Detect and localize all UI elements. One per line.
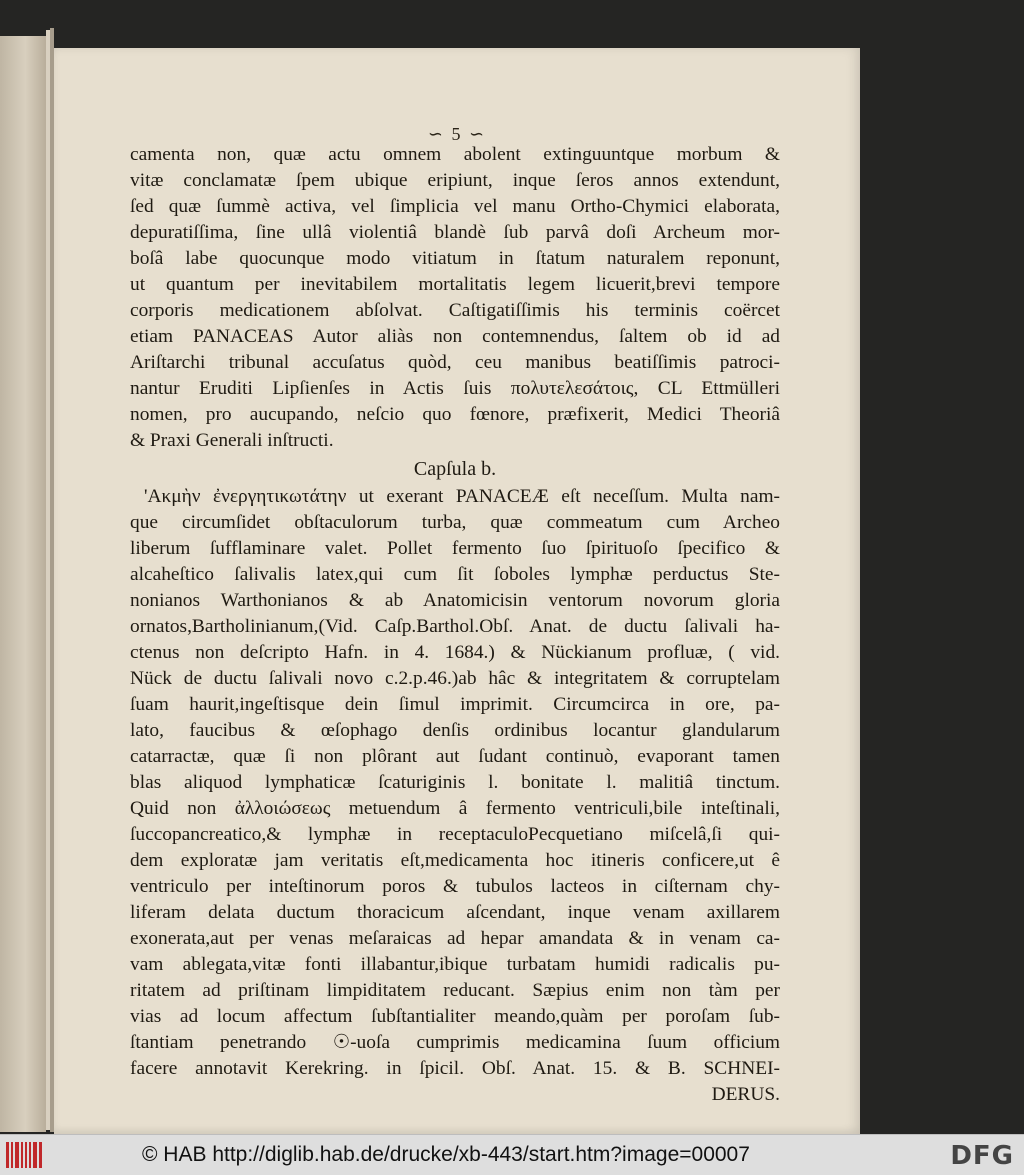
text-line: exonerata,aut per venas meſaraicas ad hepar amandata & in venam ca- <box>130 928 780 949</box>
text-line: ctenus non deſcripto Hafn. in 4. 1684.) & Nückianum profluæ, ( vid. <box>130 642 780 663</box>
paragraph-2 <box>130 484 780 1082</box>
catchword: DERUS. <box>711 1084 780 1105</box>
page-body <box>130 142 780 1108</box>
text-line: Nück de ductu ſalivali novo c.2.p.46.)ab hâc & integritatem & corruptelam <box>130 668 780 689</box>
text-line: vias ad locum affectum ſubſtantialiter meando,quàm per poroſam ſub- <box>130 1006 780 1027</box>
text-line: vam ablegata,vitæ fonti illabantur,ibique turbatam humidi radicalis pu- <box>130 954 780 975</box>
text-line: ornatos,Bartholinianum,(Vid. Caſp.Barthol.Obſ. Anat. de ductu ſalivali ha- <box>130 616 780 637</box>
text-line: que circumſidet obſtaculorum turba, quæ commeatum cum Archeo <box>130 512 780 533</box>
paragraph-1 <box>130 142 780 454</box>
text-line: corporis medicationem abſolvat. Caſtigatiſſimis his terminis coërcet <box>130 300 780 321</box>
text-line: ſuam haurit,ingeſtisque dein ſimul imprimit. Circumcirca in ore, pa- <box>130 694 780 715</box>
text-line: ut quantum per inevitabilem mortalitatis legem licuerit,brevi tempore <box>130 274 780 295</box>
text-line: ſed quæ ſummè activa, vel ſimplicia vel manu Ortho-Chymici elaborata, <box>130 196 780 217</box>
barcode-icon <box>6 1142 42 1168</box>
viewer-footer <box>0 1134 1024 1175</box>
text-line: Ariſtarchi tribunal accuſatus quòd, ceu manibus beatiſſimis patroci- <box>130 352 780 373</box>
text-line: ſtantiam penetrando ☉-uoſa cumprimis medicamina ſuum officium <box>130 1032 780 1053</box>
dfg-logo: DFG <box>950 1141 1014 1171</box>
text-line: etiam PANACEAS Autor aliàs non contemnendus, ſaltem ob id ad <box>130 326 780 347</box>
text-line: & Praxi Generali inſtructi. <box>130 430 334 451</box>
text-line: 'Ακμὴν ἐνεργητικωτάτην ut exerant PANACEÆ eſt neceſſum. Multa nam- <box>144 486 780 507</box>
text-line: Quid non ἀλλοιώσεως metuendum â fermento ventriculi,bile inteſtinali, <box>130 798 780 819</box>
text-line: nantur Eruditi Lipſienſes in Actis ſuis πολυτελεσάτοις, CL Ettmülleri <box>130 378 780 399</box>
section-heading: Capſula b. <box>413 458 497 480</box>
book-page <box>54 48 860 1134</box>
text-line: alcaheſtico ſalivalis latex,qui cum ſit ſoboles lymphæ perductus Ste- <box>130 564 780 585</box>
text-line: depuratiſſima, ſine ullâ violentiâ blandè ſub parvâ doſi Archeum mor- <box>130 222 780 243</box>
text-line: lato, faucibus & œſophago denſis ordinibus locantur glandularum <box>130 720 780 741</box>
text-line: vitæ conclamatæ ſpem ubique eripiunt, inque ſeros annos extendunt, <box>130 170 780 191</box>
text-line: camenta non, quæ actu omnem abolent extinguuntque morbum & <box>130 144 780 165</box>
text-line: dem exploratæ jam veritatis eſt,medicamenta hoc itineris conficere,ut ê <box>130 850 780 871</box>
text-line: ſuccopancreatico,& lymphæ in receptaculoPecquetiano miſcelâ,ſi qui- <box>130 824 780 845</box>
text-line: catarractæ, quæ ſi non plôrant aut ſudant continuò, evaporant tamen <box>130 746 780 767</box>
text-line: boſâ labe quocunque modo vitiatum in ſtatum naturalem reponunt, <box>130 248 780 269</box>
text-line: blas aliquod lymphaticæ ſcaturiginis l. bonitate l. malitiâ tinctum. <box>130 772 780 793</box>
text-line: nonianos Warthonianos & ab Anatomicisin ventorum novorum gloria <box>130 590 780 611</box>
text-line: liberum ſufflaminare valet. Pollet fermento ſuo ſpirituoſo ſpecifico & <box>130 538 780 559</box>
text-line: ritatem ad priſtinam limpiditatem reducant. Sæpius enim non tàm per <box>130 980 780 1001</box>
previous-page-edge <box>0 36 46 1132</box>
text-line: liferam delata ductum thoracicum aſcendant, inque venam axillarem <box>130 902 780 923</box>
text-line: ventriculo per inteſtinorum poros & tubulos lacteos in ciſternam chy- <box>130 876 780 897</box>
page-header: ∽ 5 ∽ <box>427 124 487 144</box>
text-line: facere annotavit Kerekring. in ſpicil. Obſ. Anat. 15. & B. SCHNEI- <box>130 1058 780 1079</box>
text-line: nomen, pro aucupando, neſcio quo fœnore, præfixerit, Medici Theoriâ <box>130 404 780 425</box>
copyright-link[interactable]: © HAB http://diglib.hab.de/drucke/xb-443/start.htm?image=00007 <box>142 1143 750 1166</box>
